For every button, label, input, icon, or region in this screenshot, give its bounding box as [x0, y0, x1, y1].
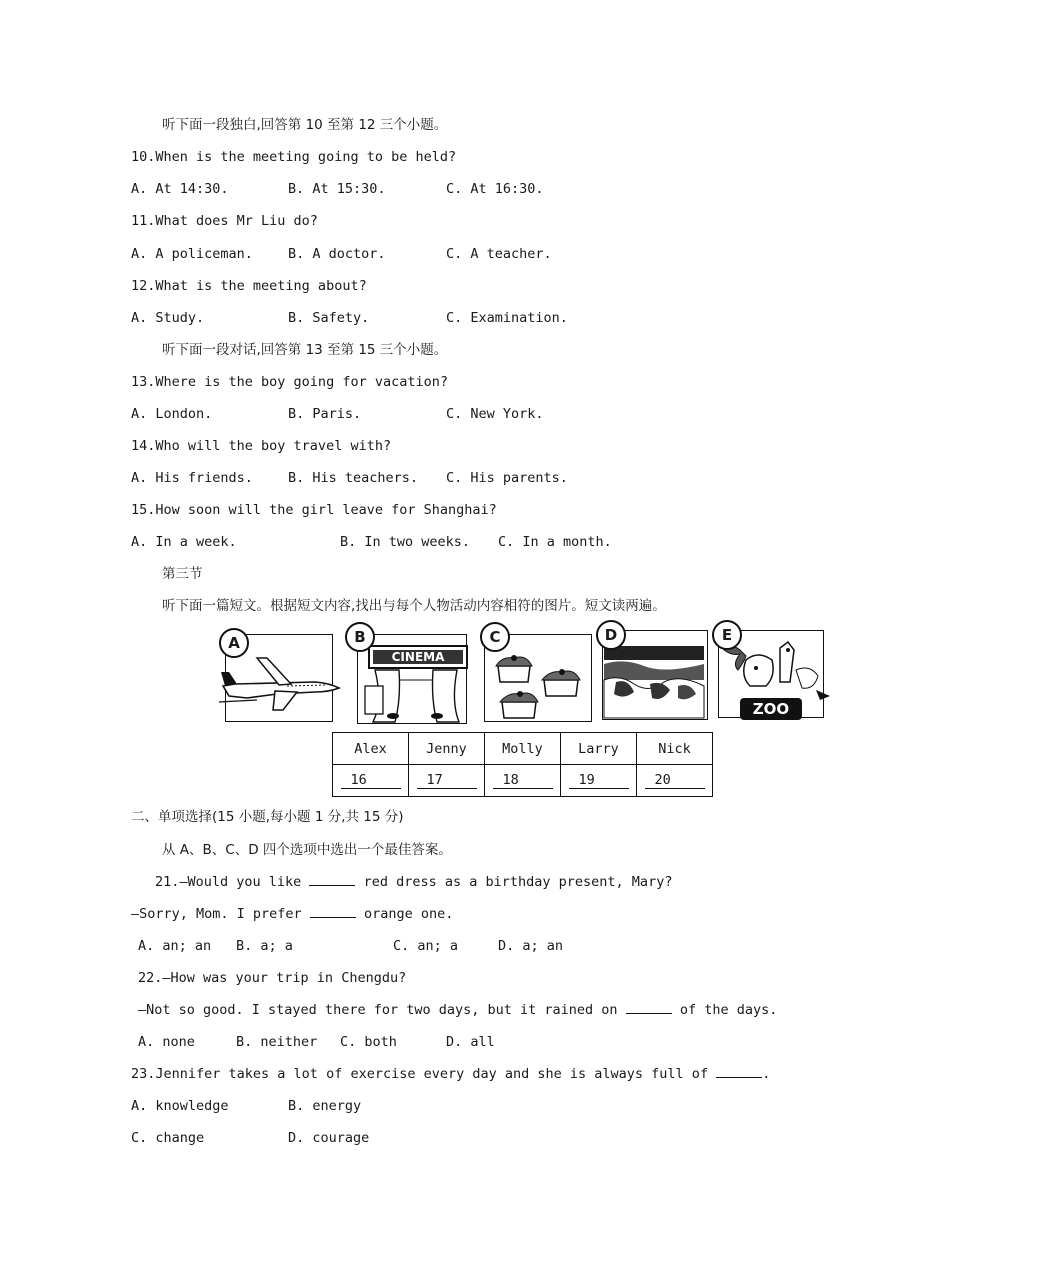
q21-text-c: —Sorry, Mom. I prefer: [131, 906, 302, 922]
q21-option-b[interactable]: B. a; a: [236, 938, 293, 954]
answer-blank[interactable]: [309, 873, 355, 886]
section3-instruction: 听下面一篇短文。根据短文内容,找出与每个人物活动内容相符的图片。短文读两遍。: [162, 598, 666, 614]
q10-option-a[interactable]: A. At 14:30.: [131, 181, 229, 197]
q22-text-a: —Not so good. I stayed there for two days, but it rained on: [138, 1002, 618, 1018]
part2-title: 二、单项选择(15 小题,每小题 1 分,共 15 分): [131, 809, 404, 825]
zoo-sign: ZOO: [752, 700, 790, 718]
q23-option-a[interactable]: A. knowledge: [131, 1098, 229, 1114]
q15-option-c[interactable]: C. In a month.: [498, 534, 612, 550]
table-row: [333, 733, 713, 765]
q11-option-b[interactable]: B. A doctor.: [288, 246, 386, 262]
q12-option-c[interactable]: C. Examination.: [446, 310, 568, 326]
q13-option-c[interactable]: C. New York.: [446, 406, 544, 422]
q15-option-a[interactable]: A. In a week.: [131, 534, 237, 550]
name-cell: Jenny: [409, 733, 485, 765]
q23-option-c[interactable]: C. change: [131, 1130, 205, 1146]
q14-option-c[interactable]: C. His parents.: [446, 470, 568, 486]
part2-instruction: 从 A、B、C、D 四个选项中选出一个最佳答案。: [162, 842, 452, 858]
answer-number: 17: [417, 772, 477, 789]
question-13: 13.Where is the boy going for vacation?: [131, 374, 448, 390]
q11-option-a[interactable]: A. A policeman.: [131, 246, 253, 262]
section3-title: 第三节: [162, 566, 203, 582]
picture-d-badge: D: [596, 620, 626, 650]
q12-option-b[interactable]: B. Safety.: [288, 310, 370, 326]
q21-text-b: red dress as a birthday present, Mary?: [363, 874, 673, 890]
q23-option-b[interactable]: B. energy: [288, 1098, 362, 1114]
answer-blank[interactable]: [716, 1065, 762, 1078]
q11-option-c[interactable]: C. A teacher.: [446, 246, 552, 262]
question-23: [131, 1065, 770, 1083]
answer-cell-18[interactable]: [485, 765, 561, 797]
picture-e-badge: E: [712, 620, 742, 650]
picture-e: [710, 620, 836, 724]
question-21-line2: [131, 905, 453, 923]
picture-b: [343, 622, 471, 728]
q23-text-a: 23.Jennifer takes a lot of exercise every day and she is always full of: [131, 1066, 709, 1082]
name-cell: Larry: [561, 733, 637, 765]
answer-number: 18: [493, 772, 553, 789]
answer-cell-19[interactable]: [561, 765, 637, 797]
picture-d: [594, 620, 710, 724]
q13-option-a[interactable]: A. London.: [131, 406, 213, 422]
name-cell: Molly: [485, 733, 561, 765]
q10-option-c[interactable]: C. At 16:30.: [446, 181, 544, 197]
picture-c: [478, 622, 594, 728]
answer-blank[interactable]: [310, 905, 356, 918]
q10-option-b[interactable]: B. At 15:30.: [288, 181, 386, 197]
picture-b-badge: B: [345, 622, 375, 652]
q22-option-c[interactable]: C. both: [340, 1034, 397, 1050]
q14-option-b[interactable]: B. His teachers.: [288, 470, 419, 486]
q22-option-b[interactable]: B. neither: [236, 1034, 318, 1050]
name-cell: Alex: [333, 733, 409, 765]
q21-option-d[interactable]: D. a; an: [498, 938, 564, 954]
picture-a: [217, 628, 337, 724]
picture-c-badge: C: [480, 622, 510, 652]
q15-option-b[interactable]: B. In two weeks.: [340, 534, 471, 550]
matching-table: [332, 732, 713, 797]
q21-option-a[interactable]: A. an; an: [138, 938, 212, 954]
answer-blank[interactable]: [626, 1001, 672, 1014]
q13-option-b[interactable]: B. Paris.: [288, 406, 362, 422]
question-12: 12.What is the meeting about?: [131, 278, 367, 294]
answer-number: 20: [645, 772, 705, 789]
name-cell: Nick: [637, 733, 713, 765]
question-14: 14.Who will the boy travel with?: [131, 438, 392, 454]
q12-option-a[interactable]: A. Study.: [131, 310, 205, 326]
answer-number: 19: [569, 772, 629, 789]
answer-cell-16[interactable]: [333, 765, 409, 797]
q21-text-a: 21.—Would you like: [155, 874, 302, 890]
q23-option-d[interactable]: D. courage: [288, 1130, 370, 1146]
question-15: 15.How soon will the girl leave for Shanghai?: [131, 502, 497, 518]
q21-option-c[interactable]: C. an; a: [393, 938, 459, 954]
q22-option-a[interactable]: A. none: [138, 1034, 195, 1050]
q14-option-a[interactable]: A. His friends.: [131, 470, 253, 486]
q22-text-b: of the days.: [679, 1002, 778, 1018]
question-21-line1: [155, 873, 672, 891]
dialogue-instruction: 听下面一段对话,回答第 13 至第 15 三个小题。: [162, 342, 448, 358]
question-22-line1: 22.—How was your trip in Chengdu?: [138, 970, 407, 986]
answer-number: 16: [341, 772, 401, 789]
cinema-sign: CINEMA: [391, 650, 445, 664]
answer-cell-20[interactable]: [637, 765, 713, 797]
table-row: [333, 765, 713, 797]
q23-text-b: .: [762, 1066, 771, 1082]
question-22-line2: [138, 1001, 777, 1019]
question-11: 11.What does Mr Liu do?: [131, 213, 318, 229]
answer-cell-17[interactable]: [409, 765, 485, 797]
q21-text-d: orange one.: [363, 906, 454, 922]
q22-option-d[interactable]: D. all: [446, 1034, 495, 1050]
monologue-instruction: 听下面一段独白,回答第 10 至第 12 三个小题。: [162, 117, 448, 133]
question-10: 10.When is the meeting going to be held?: [131, 149, 457, 165]
picture-a-badge: A: [219, 628, 249, 658]
